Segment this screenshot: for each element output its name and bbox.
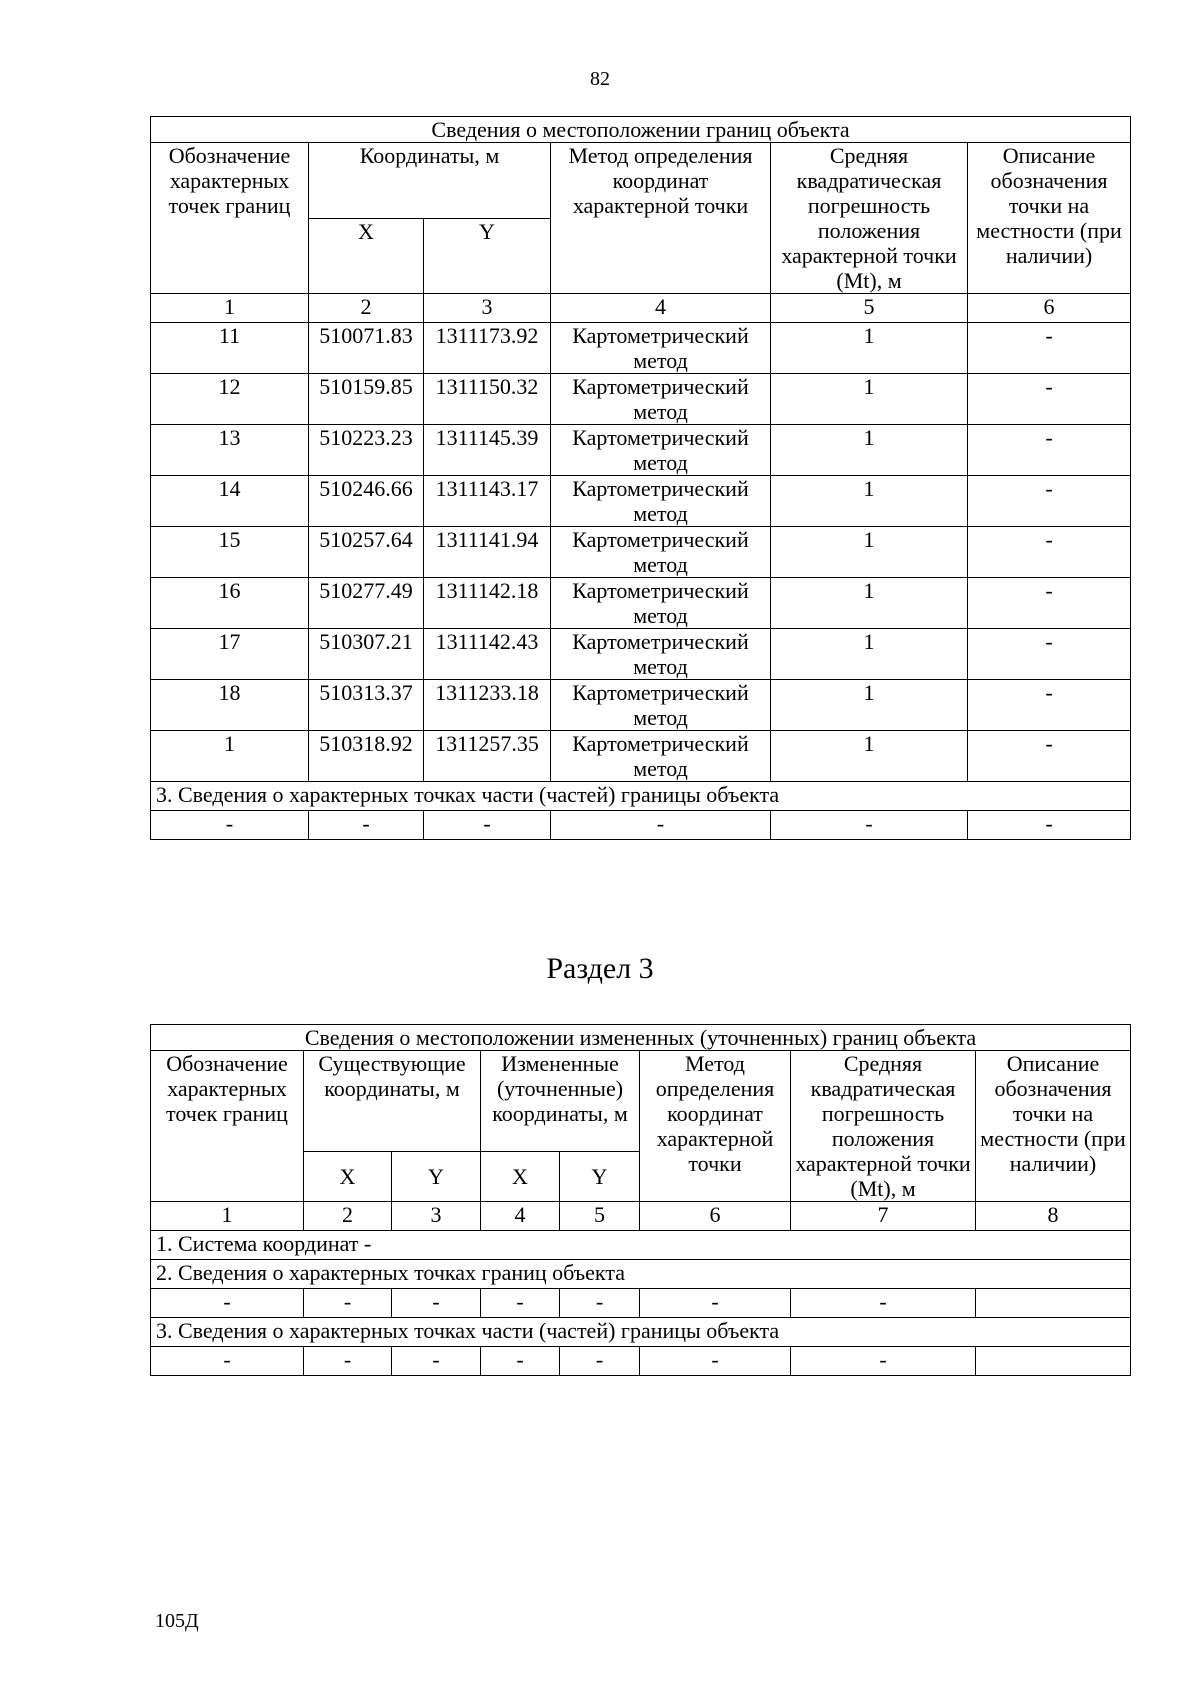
coord-system-label: 1. Система координат - [151, 1231, 1131, 1260]
header-y: Y [560, 1152, 640, 1202]
error-cell: 1 [771, 374, 968, 425]
footer-code: 105Д [155, 1610, 199, 1632]
empty-cell: - [791, 1289, 976, 1318]
description-cell: - [968, 425, 1131, 476]
section3-label: 3. Сведения о характерных точках части (частей) границы объекта [151, 782, 1131, 811]
column-number: 1 [151, 294, 309, 323]
description-cell: - [968, 323, 1131, 374]
description-cell: - [968, 527, 1131, 578]
y-cell: 1311150.32 [424, 374, 551, 425]
description-cell: - [968, 680, 1131, 731]
empty-cell: - [481, 1289, 560, 1318]
empty-cell [976, 1347, 1131, 1376]
point-cell: 11 [151, 323, 309, 374]
y-cell: 1311173.92 [424, 323, 551, 374]
empty-cell: - [392, 1347, 481, 1376]
column-number: 2 [304, 1202, 392, 1231]
empty-cell: - [424, 811, 551, 840]
empty-cell: - [304, 1289, 392, 1318]
column-number: 1 [151, 1202, 304, 1231]
method-cell: Картометрический метод [551, 323, 771, 374]
header-existing-coords: Существующие координаты, м [304, 1051, 481, 1152]
table-row [151, 527, 1131, 578]
x-cell: 510307.21 [309, 629, 424, 680]
x-cell: 510071.83 [309, 323, 424, 374]
column-number: 3 [424, 294, 551, 323]
point-cell: 17 [151, 629, 309, 680]
header-description: Описание обозначения точки на местности (при наличии) [968, 143, 1131, 294]
x-cell: 510257.64 [309, 527, 424, 578]
column-number: 2 [309, 294, 424, 323]
table-row [151, 323, 1131, 374]
x-cell: 510313.37 [309, 680, 424, 731]
header-changed-coords: Измененные (уточненные) координаты, м [481, 1051, 640, 1152]
table-title: Сведения о местоположении границ объекта [151, 117, 1131, 143]
header-x: X [309, 218, 424, 294]
header-y: Y [392, 1152, 481, 1202]
error-cell: 1 [771, 425, 968, 476]
y-cell: 1311145.39 [424, 425, 551, 476]
empty-cell: - [304, 1347, 392, 1376]
empty-cell: - [640, 1347, 791, 1376]
description-cell: - [968, 731, 1131, 782]
method-cell: Картометрический метод [551, 527, 771, 578]
point-cell: 16 [151, 578, 309, 629]
page-number: 82 [590, 68, 610, 90]
error-cell: 1 [771, 527, 968, 578]
empty-cell: - [309, 811, 424, 840]
header-point: Обозначение характерных точек границ [151, 143, 309, 294]
method-cell: Картометрический метод [551, 578, 771, 629]
section-heading: Раздел 3 [546, 952, 654, 985]
empty-cell: - [640, 1289, 791, 1318]
method-cell: Картометрический метод [551, 629, 771, 680]
column-number: 7 [791, 1202, 976, 1231]
column-number: 6 [968, 294, 1131, 323]
error-cell: 1 [771, 680, 968, 731]
point-cell: 12 [151, 374, 309, 425]
header-error: Средняя квадратическая погрешность положения характерной точки (Mt), м [791, 1051, 976, 1202]
table-row [151, 731, 1131, 782]
error-cell: 1 [771, 731, 968, 782]
y-cell: 1311143.17 [424, 476, 551, 527]
header-method: Метод определения координат характерной точки [551, 143, 771, 294]
table-row [151, 425, 1131, 476]
empty-cell [976, 1289, 1131, 1318]
column-number: 4 [551, 294, 771, 323]
method-cell: Картометрический метод [551, 476, 771, 527]
point-cell: 15 [151, 527, 309, 578]
y-cell: 1311142.43 [424, 629, 551, 680]
method-cell: Картометрический метод [551, 425, 771, 476]
empty-cell: - [791, 1347, 976, 1376]
header-y: Y [424, 218, 551, 294]
point-cell: 14 [151, 476, 309, 527]
column-number: 6 [640, 1202, 791, 1231]
table-row [151, 680, 1131, 731]
header-method: Метод определения координат характерной точки [640, 1051, 791, 1202]
column-number: 4 [481, 1202, 560, 1231]
x-cell: 510223.23 [309, 425, 424, 476]
header-point: Обозначение характерных точек границ [151, 1051, 304, 1202]
description-cell: - [968, 374, 1131, 425]
description-cell: - [968, 629, 1131, 680]
empty-cell: - [392, 1289, 481, 1318]
error-cell: 1 [771, 323, 968, 374]
section3-label: 3. Сведения о характерных точках части (частей) границы объекта [151, 1318, 1131, 1347]
point-cell: 1 [151, 731, 309, 782]
changed-boundary-table [150, 1024, 1131, 1376]
x-cell: 510277.49 [309, 578, 424, 629]
header-coords: Координаты, м [309, 143, 551, 219]
header-error: Средняя квадратическая погрешность положения характерной точки (Mt), м [771, 143, 968, 294]
method-cell: Картометрический метод [551, 731, 771, 782]
empty-cell: - [968, 811, 1131, 840]
y-cell: 1311257.35 [424, 731, 551, 782]
column-number: 5 [771, 294, 968, 323]
empty-cell: - [151, 1289, 304, 1318]
table-title: Сведения о местоположении измененных (уточненных) границ объекта [151, 1025, 1131, 1051]
empty-cell: - [560, 1289, 640, 1318]
y-cell: 1311142.18 [424, 578, 551, 629]
point-cell: 18 [151, 680, 309, 731]
empty-cell: - [151, 811, 309, 840]
table-row [151, 476, 1131, 527]
column-number: 3 [392, 1202, 481, 1231]
error-cell: 1 [771, 578, 968, 629]
empty-cell: - [560, 1347, 640, 1376]
error-cell: 1 [771, 629, 968, 680]
y-cell: 1311233.18 [424, 680, 551, 731]
column-number: 8 [976, 1202, 1131, 1231]
method-cell: Картометрический метод [551, 680, 771, 731]
column-number: 5 [560, 1202, 640, 1231]
empty-cell: - [151, 1347, 304, 1376]
table-row [151, 578, 1131, 629]
description-cell: - [968, 476, 1131, 527]
table-row [151, 374, 1131, 425]
method-cell: Картометрический метод [551, 374, 771, 425]
section2-label: 2. Сведения о характерных точках границ объекта [151, 1260, 1131, 1289]
description-cell: - [968, 578, 1131, 629]
x-cell: 510159.85 [309, 374, 424, 425]
header-description: Описание обозначения точки на местности (при наличии) [976, 1051, 1131, 1202]
header-x: X [481, 1152, 560, 1202]
x-cell: 510246.66 [309, 476, 424, 527]
empty-cell: - [551, 811, 771, 840]
y-cell: 1311141.94 [424, 527, 551, 578]
boundary-table [150, 116, 1131, 840]
empty-cell: - [771, 811, 968, 840]
empty-cell: - [481, 1347, 560, 1376]
table-row [151, 629, 1131, 680]
point-cell: 13 [151, 425, 309, 476]
error-cell: 1 [771, 476, 968, 527]
x-cell: 510318.92 [309, 731, 424, 782]
header-x: X [304, 1152, 392, 1202]
